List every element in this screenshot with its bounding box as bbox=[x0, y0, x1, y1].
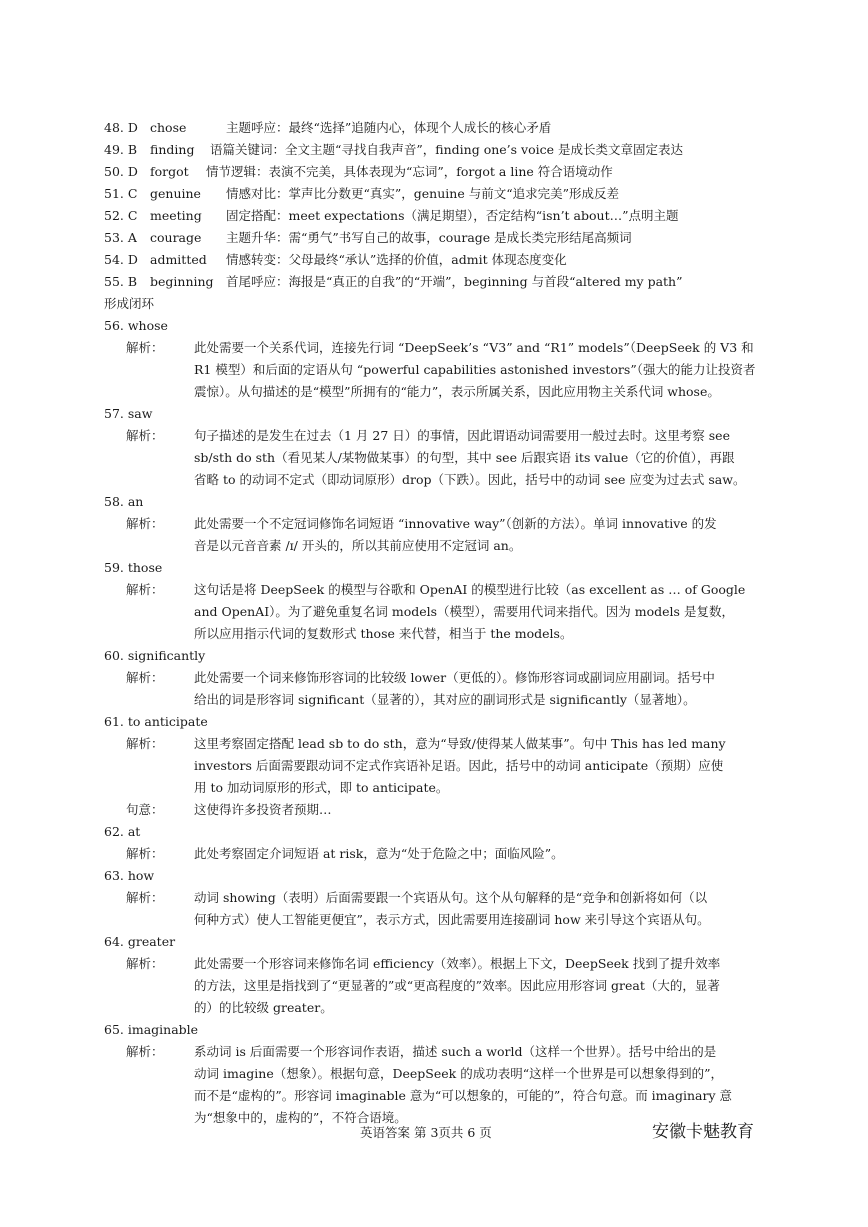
mc-answer-50 bbox=[104, 161, 766, 183]
question-62-analysis bbox=[104, 843, 766, 865]
answer-number: 52. C bbox=[104, 208, 138, 223]
analysis-line: 系动词 is 后面需要一个形容词作表语，描述 such a world（这样一个世界）。括号中给出的是 bbox=[194, 1044, 717, 1059]
multiple-choice-answers bbox=[104, 117, 766, 315]
analysis-label: 解析： bbox=[126, 670, 164, 685]
analysis-line: 动词 imagine（想象）。根据句意，DeepSeek 的成功表明“这样一个世界是可以想象得到的”， bbox=[194, 1066, 723, 1081]
answer-number: 50. D bbox=[104, 164, 138, 179]
question-56-analysis bbox=[104, 337, 766, 403]
analysis-line: 所以应用指示代词的复数形式 those 来代替，相当于 the models。 bbox=[194, 626, 573, 641]
analysis-label: 解析： bbox=[126, 516, 164, 531]
answer-word: finding bbox=[150, 142, 195, 157]
question-59-answer: 59. those bbox=[104, 560, 163, 575]
question-63-analysis bbox=[104, 887, 766, 931]
answer-explanation: 首尾呼应：海报是“真正的自我”的“开端”，beginning 与首段“altered my path” bbox=[226, 274, 683, 289]
analysis-line: 这里考察固定搭配 lead sb to do sth，意为“导致/使得某人做某事”。句中 This has led many bbox=[194, 736, 726, 751]
organization-name: 安徽卡魅教育 bbox=[652, 1122, 754, 1142]
analysis-line: sb/sth do sth（看见某人/某物做某事）的句型，其中 see 后跟宾语 its value（它的价值），再跟 bbox=[194, 450, 735, 465]
mc-answer-48 bbox=[104, 117, 766, 139]
question-60-answer: 60. significantly bbox=[104, 648, 206, 663]
mc-answer-55-continuation: 形成闭环 bbox=[104, 296, 155, 311]
analysis-line: 给出的词是形容词 significant（显著的），其对应的副词形式是 significantly（显著地）。 bbox=[194, 692, 696, 707]
analysis-label: 解析： bbox=[126, 1044, 164, 1059]
question-61-answer: 61. to anticipate bbox=[104, 714, 208, 729]
question-56-answer: 56. whose bbox=[104, 318, 168, 333]
analysis-line: investors 后面需要跟动词不定式作宾语补足语。因此，括号中的动词 anticipate（预期）应使 bbox=[194, 758, 724, 773]
question-60-analysis bbox=[104, 667, 766, 711]
analysis-label: 解析： bbox=[126, 582, 164, 597]
analysis-line: 的）的比较级 greater。 bbox=[194, 1000, 333, 1015]
page-number-footer: 英语答案 第 3页共 6 页 bbox=[360, 1125, 492, 1140]
analysis-line: 用 to 加动词原形的形式，即 to anticipate。 bbox=[194, 780, 449, 795]
answer-explanation: 固定搭配：meet expectations（满足期望），否定结构“isn’t about…”点明主题 bbox=[226, 208, 679, 223]
question-65-answer: 65. imaginable bbox=[104, 1022, 199, 1037]
question-61-analysis bbox=[104, 733, 766, 799]
analysis-line: 此处考察固定介词短语 at risk，意为“处于危险之中；面临风险”。 bbox=[194, 846, 564, 861]
analysis-line: 而不是“虚构的”。形容词 imaginable 意为“可以想象的，可能的”，符合句意。而 imaginary 意 bbox=[194, 1088, 733, 1103]
question-58-answer: 58. an bbox=[104, 494, 144, 509]
question-65-analysis bbox=[104, 1041, 766, 1129]
analysis-line: 此处需要一个关系代词，连接先行词 “DeepSeek’s “V3” and “R1” models”（DeepSeek 的 V3 和 bbox=[194, 340, 754, 355]
analysis-label: 解析： bbox=[126, 956, 164, 971]
question-62-answer: 62. at bbox=[104, 824, 141, 839]
analysis-label: 解析： bbox=[126, 736, 164, 751]
question-61-sentence-meaning bbox=[104, 799, 766, 821]
answer-number: 51. C bbox=[104, 186, 138, 201]
analysis-line: 的方法，这里是指找到了“更显著的”或“更高程度的”效率。因此应用形容词 great（大的，显著 bbox=[194, 978, 720, 993]
answer-word: admitted bbox=[150, 252, 207, 267]
mc-answer-49 bbox=[104, 139, 766, 161]
mc-answer-52 bbox=[104, 205, 766, 227]
analysis-line: and OpenAI）。为了避免重复名词 models（模型），需要用代词来指代。因为 models 是复数， bbox=[194, 604, 734, 619]
question-63-answer: 63. how bbox=[104, 868, 155, 883]
analysis-label: 解析： bbox=[126, 846, 164, 861]
question-58-analysis bbox=[104, 513, 766, 557]
analysis-line: R1 模型）和后面的定语从句 “powerful capabilities astonished investors”（强大的能力让投资者 bbox=[194, 362, 756, 377]
analysis-line: 句子描述的是发生在过去（1 月 27 日）的事情，因此谓语动词需要用一般过去时。这里考察 see bbox=[194, 428, 730, 443]
answer-explanation: 情感对比：掌声比分数更“真实”，genuine 与前文“追求完美”形成反差 bbox=[226, 186, 619, 201]
analysis-label: 解析： bbox=[126, 340, 164, 355]
answer-word: genuine bbox=[150, 186, 201, 201]
analysis-line: 震惊）。从句描述的是“模型”所拥有的“能力”，表示所属关系，因此应用物主关系代词 whose。 bbox=[194, 384, 720, 399]
question-64-answer: 64. greater bbox=[104, 934, 176, 949]
answer-number: 49. B bbox=[104, 142, 138, 157]
answer-content bbox=[104, 117, 766, 1129]
question-57-analysis bbox=[104, 425, 766, 491]
answer-number: 53. A bbox=[104, 230, 137, 245]
analysis-line: 动词 showing（表明）后面需要跟一个宾语从句。这个从句解释的是“竞争和创新将如何（以 bbox=[194, 890, 708, 905]
answer-number: 54. D bbox=[104, 252, 138, 267]
mc-answer-55 bbox=[104, 271, 766, 293]
analysis-line: 音是以元音音素 /ɪ/ 开头的，所以其前应使用不定冠词 an。 bbox=[194, 538, 522, 553]
analysis-line: 这句话是将 DeepSeek 的模型与谷歌和 OpenAI 的模型进行比较（as excellent as … of Google bbox=[194, 582, 746, 597]
mc-answer-53 bbox=[104, 227, 766, 249]
analysis-line: 此处需要一个词来修饰形容词的比较级 lower（更低的）。修饰形容词或副词应用副词。括号中 bbox=[194, 670, 715, 685]
answer-explanation: 主题升华：需“勇气”书写自己的故事，courage 是成长类完形结尾高频词 bbox=[226, 230, 632, 245]
answer-explanation: 情感转变：父母最终“承认”选择的价值，admit 体现态度变化 bbox=[226, 252, 567, 267]
answer-word: forgot bbox=[150, 164, 189, 179]
question-57-answer: 57. saw bbox=[104, 406, 153, 421]
question-59-analysis bbox=[104, 579, 766, 645]
answer-explanation: 语篇关键词：全文主题“寻找自我声音”，finding one’s voice 是成长类文章固定表达 bbox=[210, 142, 683, 157]
analysis-label: 解析： bbox=[126, 428, 164, 443]
answer-explanation: 情节逻辑：表演不完美，具体表现为“忘词”，forgot a line 符合语境动作 bbox=[206, 164, 613, 179]
answer-explanation: 主题呼应：最终“选择”追随内心，体现个人成长的核心矛盾 bbox=[226, 120, 552, 135]
answer-word: chose bbox=[150, 120, 187, 135]
mc-answer-54 bbox=[104, 249, 766, 271]
analysis-line: 为“想象中的，虚构的”，不符合语境。 bbox=[194, 1110, 407, 1125]
sentence-meaning-text: 这使得许多投资者预期… bbox=[194, 802, 332, 817]
answer-word: courage bbox=[150, 230, 202, 245]
mc-answer-51 bbox=[104, 183, 766, 205]
analysis-label: 解析： bbox=[126, 890, 164, 905]
analysis-line: 省略 to 的动词不定式（即动词原形）drop（下跌）。因此，括号中的动词 see 应变为过去式 saw。 bbox=[194, 472, 746, 487]
analysis-line: 此处需要一个形容词来修饰名词 efficiency（效率）。根据上下文，DeepSeek 找到了提升效率 bbox=[194, 956, 721, 971]
answer-number: 55. B bbox=[104, 274, 138, 289]
answer-word: meeting bbox=[150, 208, 202, 223]
analysis-line: 何种方式）使人工智能更便宜”，表示方式，因此需要用连接副词 how 来引导这个宾语从句。 bbox=[194, 912, 710, 927]
answer-number: 48. D bbox=[104, 120, 138, 135]
sentence-meaning-label: 句意： bbox=[126, 802, 164, 817]
answer-word: beginning bbox=[150, 274, 214, 289]
question-64-analysis bbox=[104, 953, 766, 1019]
analysis-line: 此处需要一个不定冠词修饰名词短语 “innovative way”（创新的方法）。单词 innovative 的发 bbox=[194, 516, 717, 531]
